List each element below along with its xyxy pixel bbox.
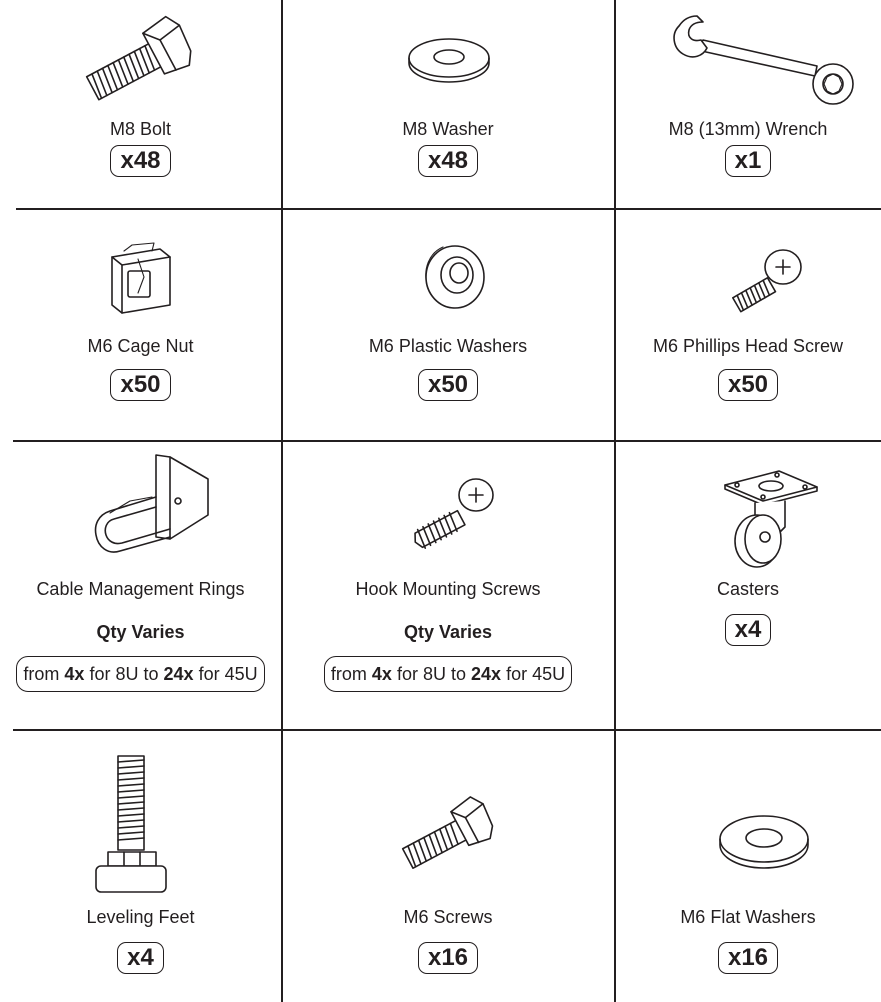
range-min: 4x [371,664,392,684]
wrench-icon [667,14,867,106]
part-label: Hook Mounting Screws [355,579,541,599]
part-casters [615,441,881,729]
range-max-unit: for 45U [198,664,258,684]
range-min: 4x [64,664,85,684]
part-cable-rings [0,441,281,729]
washer-icon [406,34,492,84]
range-max-unit: for 45U [506,664,566,684]
part-m8-bolt [0,0,281,208]
qty-varies-label: Qty Varies [403,622,493,642]
part-phillips-screw [615,209,881,440]
quantity-badge: x50 [110,369,170,401]
part-label: M8 Bolt [109,119,172,139]
quantity-badge: x50 [718,369,778,401]
quantity-badge: x1 [725,145,772,177]
part-label: Casters [716,579,779,599]
part-label: Leveling Feet [86,907,195,927]
quantity-range [324,656,572,692]
part-label: Cable Management Rings [36,579,245,599]
quantity-badge: x4 [725,614,772,646]
range-from-text: from [330,664,367,684]
range-min-unit: for 8U [89,664,139,684]
part-hook-screws [282,441,614,729]
hook-screw-icon [406,477,496,547]
part-cage-nut [0,209,281,440]
cable-ring-icon [90,453,214,561]
caster-icon [719,467,823,571]
leveling-foot-icon [94,754,170,896]
range-min-unit: for 8U [396,664,446,684]
quantity-badge: x48 [110,145,170,177]
cage-nut-icon [104,241,174,313]
part-label: M8 (13mm) Wrench [668,119,828,139]
quantity-badge: x4 [117,942,164,974]
washer-icon [717,812,811,870]
range-to-text: to [450,664,466,684]
plastic-washer-icon [421,239,487,311]
quantity-badge: x16 [418,942,478,974]
qty-varies-label: Qty Varies [96,622,185,642]
part-label: M6 Cage Nut [87,336,194,356]
hex-bolt-icon [80,12,200,108]
range-to-text: to [143,664,159,684]
part-m6-screws [282,730,614,1002]
part-label: M8 Washer [402,119,494,139]
part-wrench [615,0,881,208]
quantity-badge: x50 [418,369,478,401]
part-m6-flat-washers [615,730,881,1002]
part-leveling-feet [0,730,281,1002]
quantity-badge: x48 [418,145,478,177]
part-label: M6 Flat Washers [680,907,816,927]
range-max: 24x [163,664,194,684]
part-m8-washer [282,0,614,208]
range-from-text: from [23,664,60,684]
part-label: M6 Phillips Head Screw [652,336,844,356]
part-label: M6 Screws [403,907,493,927]
part-plastic-washers [282,209,614,440]
quantity-badge: x16 [718,942,778,974]
quantity-range [16,656,264,692]
phillips-screw-icon [727,245,807,311]
part-label: M6 Plastic Washers [368,336,528,356]
hex-bolt-icon [396,792,500,876]
range-max: 24x [471,664,502,684]
